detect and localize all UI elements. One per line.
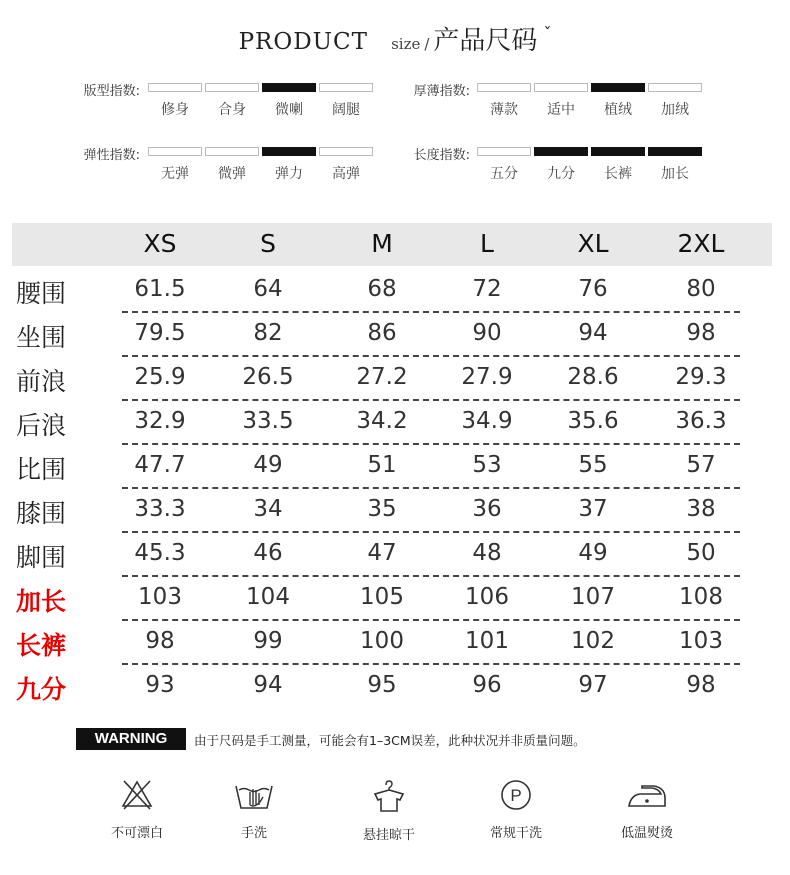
table-cell: 80: [686, 276, 716, 302]
size-header: XS: [143, 229, 177, 258]
index-option: 弹力: [275, 166, 303, 182]
index-option: 五分: [490, 166, 518, 182]
table-cell: 36.3: [675, 408, 727, 434]
table-cell: 32.9: [134, 408, 186, 434]
table-cell: 25.9: [134, 364, 186, 390]
table-cell: 35: [367, 496, 397, 522]
care-label: 悬挂晾干: [362, 828, 415, 843]
low-iron-icon: [626, 778, 668, 812]
index-option: 微弹: [218, 166, 246, 182]
table-cell: 33.5: [242, 408, 294, 434]
index-segment: [591, 83, 645, 92]
index-option: 长裤: [604, 166, 632, 182]
table-cell: 34.9: [461, 408, 513, 434]
index-segment: [534, 83, 588, 92]
table-cell: 57: [686, 452, 716, 478]
index-segment: [591, 147, 645, 156]
table-cell: 86: [367, 320, 397, 346]
table-cell: 97: [578, 672, 608, 698]
index-segment: [648, 83, 702, 92]
row-label: 比围: [16, 455, 67, 484]
table-cell: 105: [360, 584, 404, 610]
table-cell: 34.2: [356, 408, 408, 434]
index-segment: [262, 147, 316, 156]
chevron-down-icon: ˇ: [543, 24, 552, 43]
size-header: 2XL: [677, 229, 725, 258]
title-slash: /: [424, 35, 430, 53]
row-divider: [122, 355, 740, 357]
row-label: 加长: [16, 587, 67, 616]
table-cell: 47: [367, 540, 397, 566]
table-cell: 36: [472, 496, 502, 522]
table-cell: 90: [472, 320, 502, 346]
table-cell: 79.5: [134, 320, 186, 346]
table-cell: 49: [253, 452, 283, 478]
table-cell: 27.9: [461, 364, 513, 390]
hand-wash-icon: [233, 778, 275, 812]
table-cell: 27.2: [356, 364, 408, 390]
table-cell: 103: [138, 584, 182, 610]
table-cell: 100: [360, 628, 404, 654]
index-label: 厚薄指数:: [413, 84, 470, 99]
size-header: S: [260, 229, 276, 258]
table-cell: 107: [571, 584, 615, 610]
table-cell: 55: [578, 452, 608, 478]
table-cell: 106: [465, 584, 509, 610]
size-header: M: [371, 229, 393, 258]
table-cell: 28.6: [567, 364, 619, 390]
table-cell: 49: [578, 540, 608, 566]
table-cell: 96: [472, 672, 502, 698]
index-segment: [648, 147, 702, 156]
index-option: 九分: [547, 166, 575, 182]
care-dry-clean: [461, 778, 571, 841]
row-label: 后浪: [16, 411, 67, 440]
index-option: 加长: [661, 166, 689, 182]
table-cell: 47.7: [134, 452, 186, 478]
table-cell: 26.5: [242, 364, 294, 390]
care-label: 常规干洗: [489, 826, 542, 841]
index-segment: [319, 147, 373, 156]
table-cell: 61.5: [134, 276, 186, 302]
row-divider: [122, 311, 740, 313]
row-label: 坐围: [16, 323, 67, 352]
index-segment: [205, 83, 259, 92]
care-label: 不可漂白: [110, 826, 163, 841]
care-label: 低温熨烫: [620, 826, 673, 841]
care-hang-dry: [334, 778, 444, 843]
table-cell: 64: [253, 276, 283, 302]
table-cell: 33.3: [134, 496, 186, 522]
table-cell: 98: [145, 628, 175, 654]
table-cell: 104: [246, 584, 290, 610]
row-divider: [122, 399, 740, 401]
svg-text:P: P: [510, 786, 522, 805]
row-divider: [122, 575, 740, 577]
care-label: 手洗: [240, 826, 267, 841]
title-size-word: size: [391, 35, 421, 53]
no-bleach-icon: [119, 778, 155, 812]
hang-dry-icon: [369, 778, 409, 814]
table-cell: 46: [253, 540, 283, 566]
table-cell: 99: [253, 628, 283, 654]
row-label: 九分: [16, 675, 67, 704]
size-header: XL: [577, 229, 609, 258]
row-divider: [122, 487, 740, 489]
table-cell: 94: [578, 320, 608, 346]
index-segment: [205, 147, 259, 156]
table-cell: 95: [367, 672, 397, 698]
row-divider: [122, 443, 740, 445]
index-label: 版型指数:: [83, 84, 140, 99]
title-cn: 产品尺码: [433, 26, 538, 56]
row-divider: [122, 531, 740, 533]
row-label: 膝围: [16, 499, 67, 528]
table-cell: 45.3: [134, 540, 186, 566]
table-cell: 35.6: [567, 408, 619, 434]
index-segment: [477, 147, 531, 156]
index-option: 阔腿: [332, 102, 360, 118]
index-option: 加绒: [661, 102, 689, 118]
table-cell: 98: [686, 672, 716, 698]
care-hand-wash: [199, 778, 309, 841]
index-label: 长度指数:: [413, 148, 470, 163]
index-option: 合身: [218, 102, 246, 118]
index-option: 植绒: [604, 102, 632, 118]
care-low-iron: [592, 778, 702, 841]
index-option: 无弹: [161, 166, 189, 182]
care-no-bleach: [82, 778, 192, 841]
index-segment: [534, 147, 588, 156]
index-segment: [148, 83, 202, 92]
row-divider: [122, 619, 740, 621]
row-label: 长裤: [16, 631, 67, 660]
index-option: 微喇: [275, 102, 303, 118]
index-option: 适中: [547, 102, 575, 118]
table-cell: 108: [679, 584, 723, 610]
table-cell: 50: [686, 540, 716, 566]
table-cell: 93: [145, 672, 175, 698]
table-cell: 51: [367, 452, 397, 478]
index-segment: [262, 83, 316, 92]
size-header: L: [480, 229, 494, 258]
table-cell: 72: [472, 276, 502, 302]
table-cell: 76: [578, 276, 608, 302]
dry-clean-icon: [498, 778, 534, 812]
index-option: 修身: [161, 102, 189, 118]
page-title: [0, 20, 790, 57]
table-cell: 82: [253, 320, 283, 346]
table-cell: 68: [367, 276, 397, 302]
table-cell: 34: [253, 496, 283, 522]
index-segment: [477, 83, 531, 92]
row-label: 脚围: [16, 543, 67, 572]
warning-text: 由于尺码是手工测量，可能会有1–3CM误差，此种状况并非质量问题。: [194, 733, 586, 748]
index-segment: [319, 83, 373, 92]
row-label: 前浪: [16, 367, 67, 396]
table-cell: 102: [571, 628, 615, 654]
row-label: 腰围: [16, 279, 67, 308]
table-cell: 29.3: [675, 364, 727, 390]
table-cell: 37: [578, 496, 608, 522]
table-cell: 98: [686, 320, 716, 346]
warning-badge: WARNING: [76, 728, 186, 750]
index-segment: [148, 147, 202, 156]
index-label: 弹性指数:: [83, 148, 140, 163]
table-cell: 38: [686, 496, 716, 522]
title-en: PRODUCT: [238, 29, 368, 55]
index-option: 薄款: [490, 102, 518, 118]
table-cell: 101: [465, 628, 509, 654]
table-cell: 94: [253, 672, 283, 698]
table-cell: 103: [679, 628, 723, 654]
index-option: 高弹: [332, 166, 360, 182]
table-cell: 48: [472, 540, 502, 566]
row-divider: [122, 663, 740, 665]
table-cell: 53: [472, 452, 502, 478]
